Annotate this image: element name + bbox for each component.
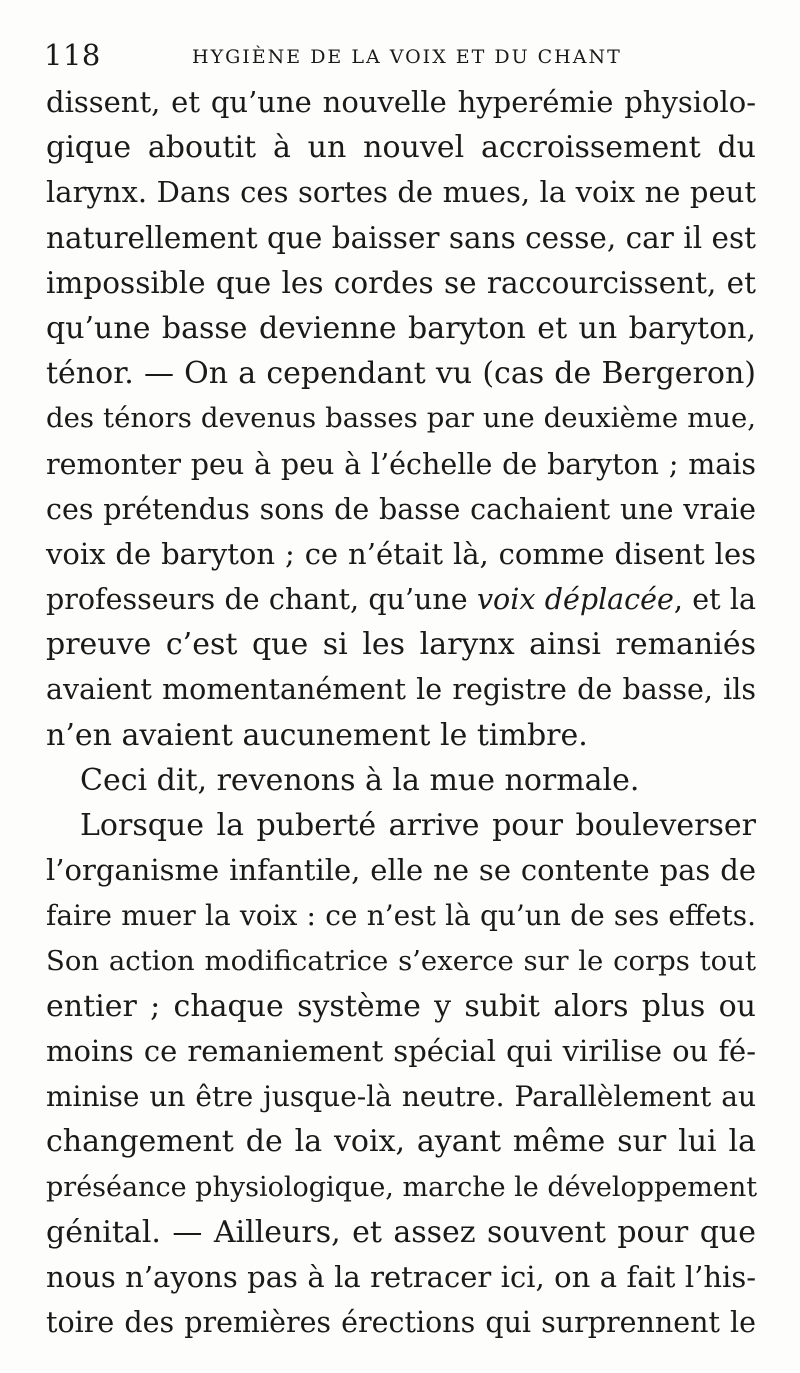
text-line: génital. — Ailleurs, et assez souvent pour que	[46, 1214, 756, 1250]
text-line: des ténors devenus basses par une deuxième mue,	[46, 402, 756, 435]
text-line: naturellement que baisser sans cesse, car il est	[46, 220, 756, 255]
text-line: avaient momentanément le registre de basse, ils	[46, 673, 756, 707]
paragraph-line: Ceci dit, revenons à la mue normale.	[80, 762, 640, 798]
text-line: ténor. — On a cependant vu (cas de Bergeron)	[46, 356, 756, 392]
body-text	[46, 80, 756, 1345]
text-line: moins ce remaniement spécial qui virilise ou fé-	[46, 1033, 756, 1068]
running-title: HYGIÈNE DE LA VOIX ET DU CHANT	[192, 46, 622, 68]
text-line: toire des premières érections qui surprennent le	[46, 1306, 756, 1340]
text-line: nous n’ayons pas à la retracer ici, on a fait l’his-	[46, 1259, 756, 1294]
text-line: minise un être jusque-là neutre. Parallèlement au	[46, 1080, 756, 1114]
running-head	[44, 38, 756, 72]
text-line: remonter peu à peu à l’échelle de baryton ; mais	[46, 447, 756, 481]
text-run: professeurs de chant, qu’une	[46, 583, 477, 617]
text-line: faire muer la voix : ce n’est là qu’un de ses effets.	[46, 899, 756, 933]
italic-phrase: voix déplacée	[476, 583, 674, 617]
text-line: voix de baryton ; ce n’était là, comme disent les	[46, 536, 756, 571]
page-number: 118	[44, 38, 101, 72]
text-line: preuve c’est que si les larynx ainsi remaniés	[46, 627, 756, 663]
text-line: changement de la voix, ayant même sur lui la	[46, 1124, 756, 1160]
paragraph-first-line: Lorsque la puberté arrive pour bouleverser	[80, 808, 756, 843]
text-line-with-italic	[46, 577, 756, 622]
text-line: larynx. Dans ces sortes de mues, la voix ne peut	[46, 175, 756, 210]
text-line: qu’une basse devienne baryton et un baryton,	[46, 310, 756, 346]
text-line: dissent, et qu’une nouvelle hyperémie physiolo-	[46, 85, 756, 119]
text-line: Son action modificatrice s’exerce sur le corps tout	[46, 944, 756, 977]
text-line: entier ; chaque système y subit alors plus ou	[46, 988, 756, 1024]
text-line: ces prétendus sons de basse cachaient une vraie	[46, 492, 756, 526]
text-line: impossible que les cordes se raccourcissent, et	[46, 265, 756, 300]
text-line: préséance physiologique, marche le développement	[46, 1171, 758, 1203]
paragraph-end-line: n’en avaient aucunement le timbre.	[46, 717, 588, 753]
text-run: , et la	[673, 583, 756, 617]
text-line: gique aboutit à un nouvel accroissement du	[46, 130, 756, 166]
text-line: l’organisme infantile, elle ne se contente pas de	[46, 853, 756, 888]
